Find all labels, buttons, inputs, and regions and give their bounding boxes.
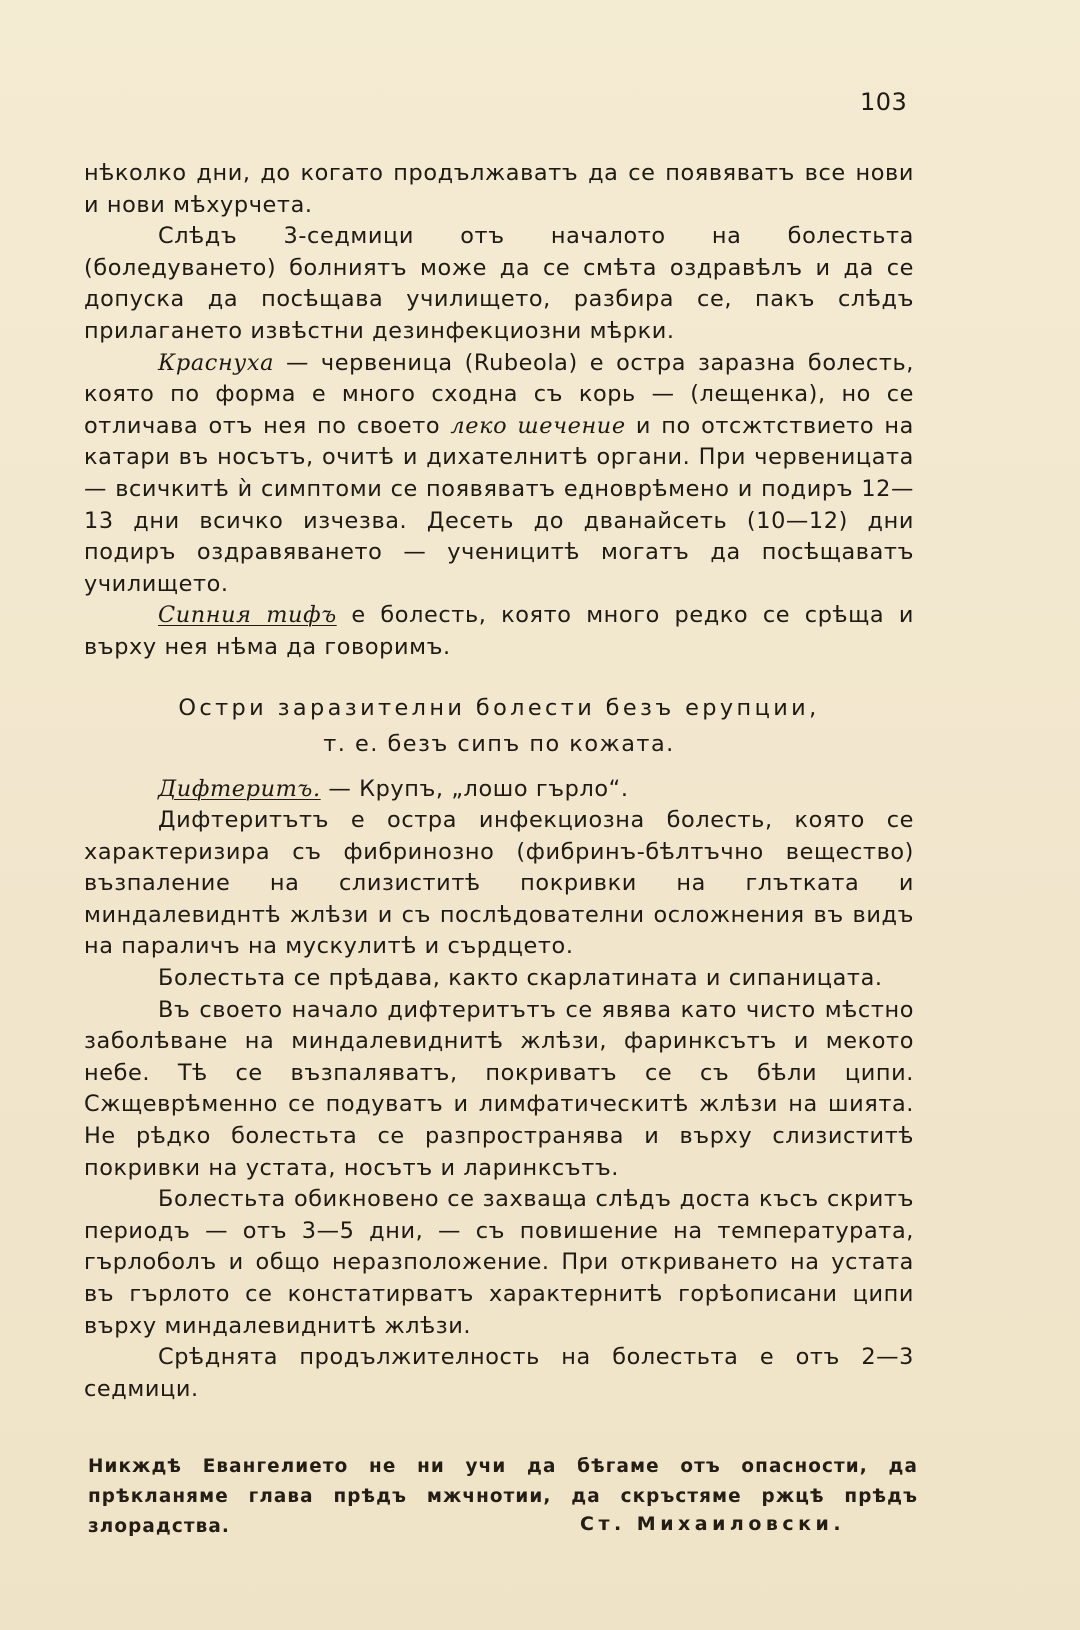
paragraph: Дифтеритътъ е остра инфекциозна болесть, която се характеризира съ фибринозно (фибринъ-бѣлтъчно вещество) възпаление на слизиститѣ покривки на глътката и миндалевиднтѣ жлѣзи и съ послѣдователни осложнения въ видъ на параличъ на мускулитѣ и сърдцето. bbox=[84, 807, 914, 960]
paragraph-text: — Крупъ, „лошо гърло“. bbox=[320, 775, 629, 802]
paragraph: Болестьта обикновено се захваща слѣдъ доста късъ скритъ периодъ — отъ 3—5 дни, — съ повишение на температурата, гърлоболъ и общо неразположение. При откриването на устата въ гърлото се констатирватъ характернитѣ горѣописани ципи върху миндалевиднитѣ жлѣзи. bbox=[84, 1186, 914, 1339]
section-heading bbox=[84, 690, 914, 762]
page-number: 103 bbox=[860, 88, 908, 116]
paragraph-diphtheria-title bbox=[84, 774, 914, 806]
footer-quote-author: Ст. Михаиловски. bbox=[580, 1513, 846, 1535]
section-heading-line2: т. е. безъ сипъ по кожата. bbox=[323, 730, 675, 757]
section-heading-line1: Остри заразителни болести безъ ерупции, bbox=[178, 694, 820, 721]
paragraph: Въ своето начало дифтеритътъ се явява като чисто мѣстно заболѣване на миндалевиднитѣ жлѣзи, фаринксътъ и мекото небе. Тѣ се възпаляватъ, покриватъ се съ бѣли ципи. Сжщеврѣменно се подуватъ и лимфатическитѣ жлѣзи на шията. Не рѣдко болестьта се разпространява и върху слизиститѣ покривки на устата, носътъ и ларинксътъ. bbox=[84, 996, 914, 1181]
paragraph-typhus bbox=[84, 600, 914, 663]
paragraph-text: — червеница (Rubeola) е остра заразна болесть, която по форма е много сходна съ корь — (лещенка), но се отличава отъ нея по своето bbox=[84, 349, 914, 439]
term-typhus: Сипния тифъ bbox=[158, 602, 337, 629]
paragraph-rubeola bbox=[84, 348, 914, 601]
paragraph: Срѣднята продължителность на болестьта е отъ 2—3 седмици. bbox=[84, 1344, 914, 1402]
term-rubeola: Краснуха bbox=[158, 349, 275, 376]
body-text bbox=[84, 158, 914, 1405]
paragraph: Слѣдъ 3-седмици отъ началото на болестьта (боледуването) болниятъ може да се смѣта оздравѣлъ и да се допуска да посѣщава училището, разбира се, пакъ слѣдъ прилагането извѣстни дезинфекциозни мѣрки. bbox=[84, 223, 914, 344]
paragraph-text: и по отсжтствието на катари въ носътъ, очитѣ и дихателнитѣ органи. При червеницата — всичкитѣ ѝ симптоми се появяватъ едноврѣмено и подиръ 12—13 дни всичко изчезва. Десеть до дванайсеть (10—12) дни подиръ оздравяването — ученицитѣ могатъ да посѣщаватъ училището. bbox=[84, 412, 914, 597]
paragraph-text: е болесть, която много редко се срѣща и върху нея нѣма да говоримъ. bbox=[84, 602, 914, 660]
paragraph: нѣколко дни, до когато продължаватъ да се появяватъ все нови и нови мѣхурчета. bbox=[84, 160, 914, 218]
paragraph: Болестьта се прѣдава, както скарлатината и сипаницата. bbox=[158, 965, 883, 992]
footer-quote-text: Никждѣ Евангелието не ни учи да бѣгаме отъ опасности, да прѣкланяме глава прѣдъ мжчнотии, да скръстяме ржцѣ прѣдъ злорадства. bbox=[88, 1456, 918, 1537]
term-diphtheria: Дифтеритъ. bbox=[158, 775, 321, 802]
term-mild-course: леко шечение bbox=[450, 412, 626, 439]
